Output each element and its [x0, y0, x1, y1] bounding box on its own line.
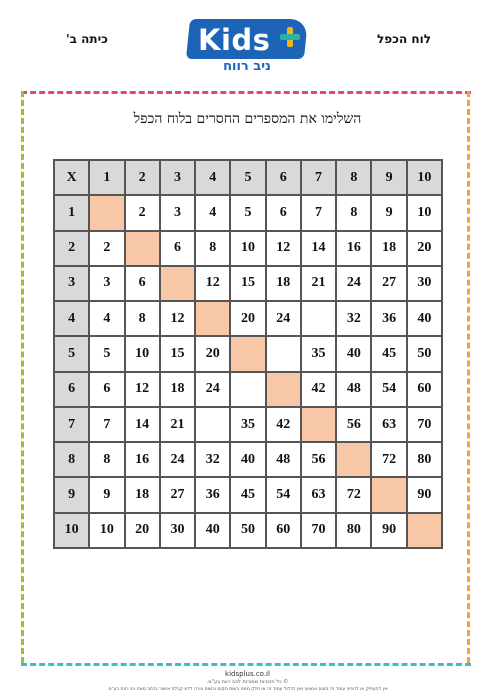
table-cell: 18 — [371, 231, 406, 266]
highlighted-cell[interactable] — [89, 195, 124, 230]
border-left — [21, 91, 24, 663]
table-cell: 10 — [407, 195, 442, 230]
table-cell: 32 — [336, 301, 371, 336]
table-cell: 18 — [266, 266, 301, 301]
table-cell: 8 — [125, 301, 160, 336]
table-cell: 36 — [371, 301, 406, 336]
table-cell: 6 — [160, 231, 195, 266]
table-cell: 35 — [230, 407, 265, 442]
table-cell: 72 — [371, 442, 406, 477]
table-cell: 24 — [195, 372, 230, 407]
column-header-cell: 9 — [371, 160, 406, 195]
table-cell: 50 — [230, 513, 265, 548]
blank-cell[interactable] — [266, 336, 301, 371]
website-link[interactable]: kidsplus.co.il — [225, 670, 270, 678]
row-header-cell: 9 — [54, 477, 89, 512]
kids-logo — [188, 19, 308, 76]
grade-label: כיתה ב' — [66, 32, 108, 46]
table-cell: 50 — [407, 336, 442, 371]
column-header-cell: 10 — [407, 160, 442, 195]
blank-cell[interactable] — [195, 407, 230, 442]
column-header-cell: 3 — [160, 160, 195, 195]
plus-icon — [280, 27, 300, 47]
column-header-cell: 2 — [125, 160, 160, 195]
instruction-title: השלימו את המספרים החסרים בלוח הכפל — [133, 111, 362, 127]
multiplication-table — [53, 159, 443, 549]
row-header-cell: 1 — [54, 195, 89, 230]
column-header-cell: 8 — [336, 160, 371, 195]
table-cell: 63 — [301, 477, 336, 512]
table-cell: 7 — [89, 407, 124, 442]
table-cell: 48 — [336, 372, 371, 407]
blank-cell[interactable] — [301, 301, 336, 336]
table-cell: 90 — [407, 477, 442, 512]
table-cell: 5 — [230, 195, 265, 230]
table-cell: 45 — [230, 477, 265, 512]
row-header-cell: 6 — [54, 372, 89, 407]
highlighted-cell[interactable] — [230, 336, 265, 371]
table-cell: 27 — [160, 477, 195, 512]
border-top — [21, 91, 471, 94]
table-cell: 10 — [230, 231, 265, 266]
table-cell: 16 — [336, 231, 371, 266]
table-cell: 4 — [195, 195, 230, 230]
table-cell: 60 — [407, 372, 442, 407]
table-cell: 30 — [407, 266, 442, 301]
table-cell: 12 — [160, 301, 195, 336]
table-cell: 56 — [336, 407, 371, 442]
table-cell: 72 — [336, 477, 371, 512]
column-header-cell: 7 — [301, 160, 336, 195]
table-cell: 42 — [266, 407, 301, 442]
table-cell: 56 — [301, 442, 336, 477]
table-cell: 16 — [125, 442, 160, 477]
row-header-cell: 8 — [54, 442, 89, 477]
table-cell: 60 — [266, 513, 301, 548]
highlighted-cell[interactable] — [266, 372, 301, 407]
highlighted-cell[interactable] — [407, 513, 442, 548]
table-cell: 15 — [230, 266, 265, 301]
row-header-cell: 7 — [54, 407, 89, 442]
table-cell: 20 — [125, 513, 160, 548]
table-cell: 21 — [301, 266, 336, 301]
table-cell: 7 — [301, 195, 336, 230]
table-cell: 20 — [195, 336, 230, 371]
table-cell: 6 — [266, 195, 301, 230]
table-cell: 10 — [125, 336, 160, 371]
table-cell: 35 — [301, 336, 336, 371]
table-cell: 2 — [89, 231, 124, 266]
table-cell: 9 — [371, 195, 406, 230]
topic-label: לוח הכפל — [377, 32, 431, 46]
row-header-cell: 10 — [54, 513, 89, 548]
table-cell: 24 — [160, 442, 195, 477]
table-cell: 70 — [301, 513, 336, 548]
highlighted-cell[interactable] — [125, 231, 160, 266]
table-cell: 14 — [301, 231, 336, 266]
legal-text: אין להעתיק או להפיץ עמוד זה בשום אמצעי ואין לכלול עמוד זה או חלק ממנו בשום מקום ובשום צורה ללא קבלת אישור בכתב מאת ניב רווח בע"מ. — [107, 687, 388, 692]
highlighted-cell[interactable] — [371, 477, 406, 512]
table-cell: 10 — [89, 513, 124, 548]
column-header-cell: 4 — [195, 160, 230, 195]
table-cell: 18 — [160, 372, 195, 407]
highlighted-cell[interactable] — [336, 442, 371, 477]
row-header-cell: 5 — [54, 336, 89, 371]
table-cell: 8 — [195, 231, 230, 266]
table-cell: 12 — [195, 266, 230, 301]
table-cell: 12 — [125, 372, 160, 407]
table-cell: 6 — [89, 372, 124, 407]
table-cell: 27 — [371, 266, 406, 301]
copyright-text: © כל הזכויות שמורות לניב רווח בע"מ. — [206, 679, 289, 685]
table-cell: 70 — [407, 407, 442, 442]
table-cell: 30 — [160, 513, 195, 548]
blank-cell[interactable] — [230, 372, 265, 407]
table-cell: 15 — [160, 336, 195, 371]
table-cell: 20 — [230, 301, 265, 336]
column-header-cell: 6 — [266, 160, 301, 195]
table-cell: 80 — [336, 513, 371, 548]
table-cell: 90 — [371, 513, 406, 548]
table-cell: 18 — [125, 477, 160, 512]
row-header-cell: 4 — [54, 301, 89, 336]
table-cell: 8 — [336, 195, 371, 230]
table-cell: 63 — [371, 407, 406, 442]
logo-subtitle: ניב רווח — [223, 59, 271, 74]
highlighted-cell[interactable] — [195, 301, 230, 336]
table-cell: 9 — [89, 477, 124, 512]
table-cell: 36 — [195, 477, 230, 512]
highlighted-cell[interactable] — [301, 407, 336, 442]
table-cell: 54 — [266, 477, 301, 512]
table-cell: 80 — [407, 442, 442, 477]
border-bottom — [21, 663, 471, 666]
table-cell: 54 — [371, 372, 406, 407]
table-cell: 3 — [89, 266, 124, 301]
border-right — [467, 91, 470, 663]
column-header-cell: 1 — [89, 160, 124, 195]
table-cell: 48 — [266, 442, 301, 477]
table-cell: 40 — [195, 513, 230, 548]
table-cell: 42 — [301, 372, 336, 407]
table-cell: 24 — [336, 266, 371, 301]
table-cell: 3 — [160, 195, 195, 230]
table-cell: 40 — [336, 336, 371, 371]
table-cell: 5 — [89, 336, 124, 371]
row-header-cell: 3 — [54, 266, 89, 301]
column-header-cell: 5 — [230, 160, 265, 195]
table-cell: 14 — [125, 407, 160, 442]
table-cell: 2 — [125, 195, 160, 230]
table-cell: 12 — [266, 231, 301, 266]
table-cell: 4 — [89, 301, 124, 336]
table-cell: 40 — [407, 301, 442, 336]
table-cell: 6 — [125, 266, 160, 301]
highlighted-cell[interactable] — [160, 266, 195, 301]
row-header-cell: 2 — [54, 231, 89, 266]
table-cell: 8 — [89, 442, 124, 477]
table-cell: 24 — [266, 301, 301, 336]
logo-text: Kids — [198, 23, 271, 57]
table-cell: 45 — [371, 336, 406, 371]
table-cell: 32 — [195, 442, 230, 477]
table-cell: 20 — [407, 231, 442, 266]
table-cell: 40 — [230, 442, 265, 477]
table-cell: 21 — [160, 407, 195, 442]
corner-cell: X — [54, 160, 89, 195]
